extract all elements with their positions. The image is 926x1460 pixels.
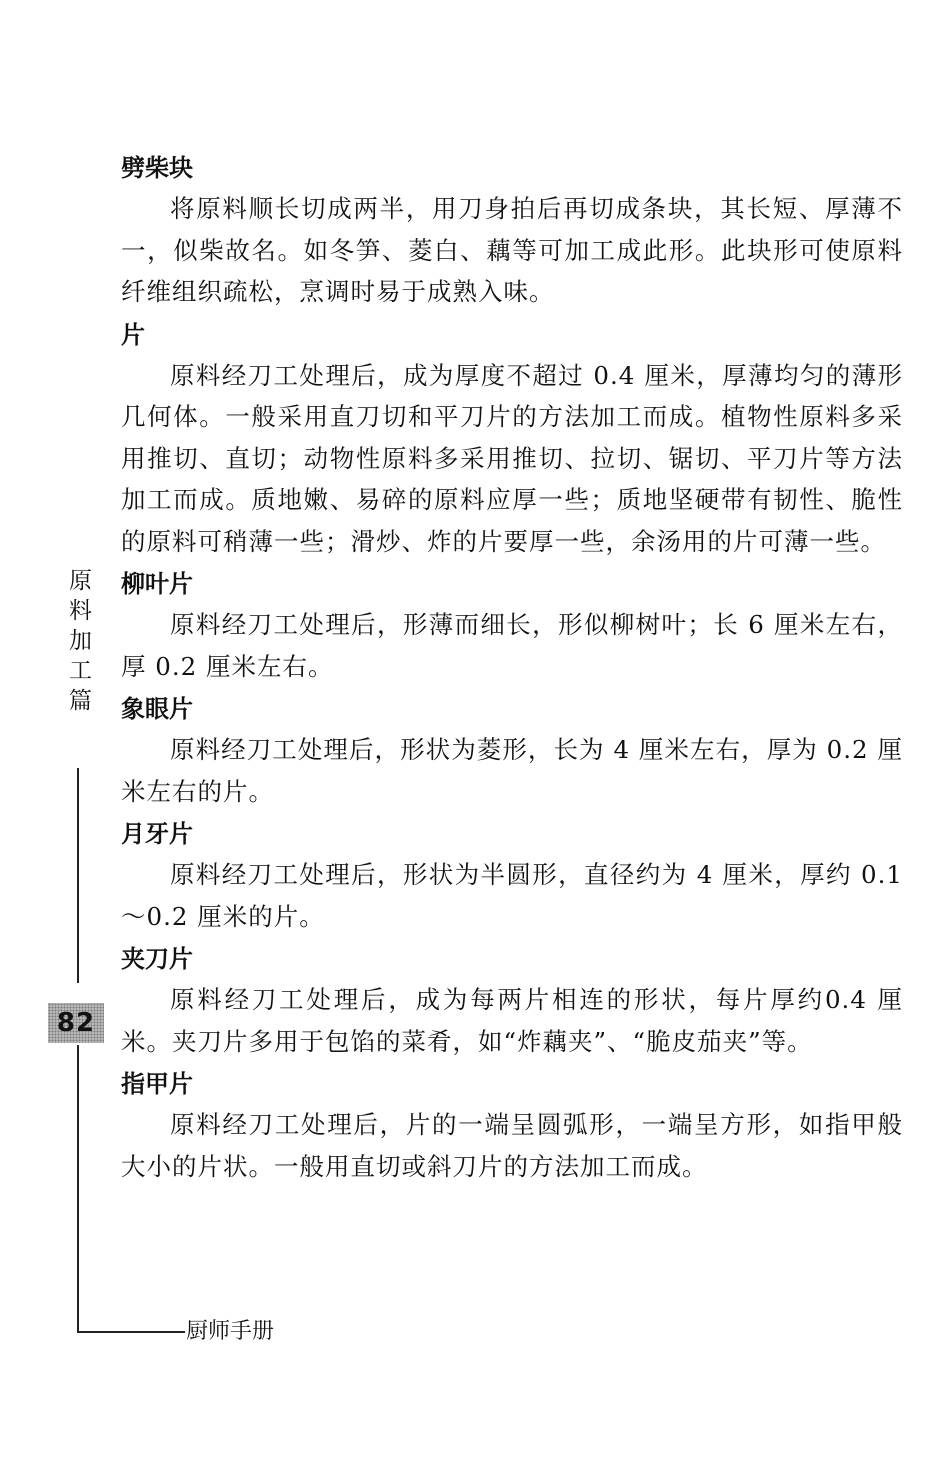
- section-heading: 月牙片: [121, 820, 193, 848]
- page-number: 82: [56, 1008, 96, 1038]
- section-heading: 柳叶片: [121, 570, 193, 598]
- section-heading: 象眼片: [121, 695, 193, 723]
- footer-rule: [77, 1331, 185, 1333]
- chapter-side-label: 原料加工篇: [65, 568, 91, 718]
- section-paragraph: 原料经刀工处理后，成为每两片相连的形状，每片厚约0.4 厘米。夹刀片多用于包馅的菜肴，如“炸藕夹”、“脆皮茄夹”等。: [121, 985, 903, 1056]
- section-paragraph: 原料经刀工处理后，形薄而细长，形似柳树叶；长 6 厘米左右，厚 0.2 厘米左右。: [121, 610, 903, 681]
- section-paragraph: 原料经刀工处理后，成为厚度不超过 0.4 厘米，厚薄均匀的薄形几何体。一般采用直刀切和平刀片的方法加工而成。植物性原料多采用推切、直切；动物性原料多采用推切、拉切、锯切、平刀片等方法加工而成。质地嫩、易碎的原料应厚一些；质地坚硬带有韧性、脆性的原料可稍薄一些；滑炒、炸的片要厚一些，余汤用的片可薄一些。: [121, 360, 903, 556]
- margin-rule-bottom: [77, 1045, 79, 1332]
- footer-book-title: 厨师手册: [186, 1319, 275, 1344]
- section-paragraph: 将原料顺长切成两半，用刀身拍后再切成条块，其长短、厚薄不一，似柴故名。如冬笋、菱白、藕等可加工成此形。此块形可使原料纤维组织疏松，烹调时易于成熟入味。: [121, 194, 903, 306]
- section-paragraph: 原料经刀工处理后，形状为半圆形，直径约为 4 厘米，厚约 0.1～0.2 厘米的片。: [121, 860, 903, 931]
- section-paragraph: 原料经刀工处理后，形状为菱形，长为 4 厘米左右，厚为 0.2 厘米左右的片。: [121, 735, 903, 806]
- section-heading: 指甲片: [121, 1070, 193, 1098]
- page-number-badge: [48, 1003, 104, 1043]
- page-content: [121, 148, 903, 1189]
- section-heading: 劈柴块: [121, 154, 193, 182]
- section-heading: 片: [121, 320, 145, 349]
- section-heading: 夹刀片: [121, 945, 193, 973]
- margin-rule-top: [77, 768, 79, 983]
- section-paragraph: 原料经刀工处理后，片的一端呈圆弧形，一端呈方形，如指甲般大小的片状。一般用直切或斜刀片的方法加工而成。: [121, 1110, 903, 1181]
